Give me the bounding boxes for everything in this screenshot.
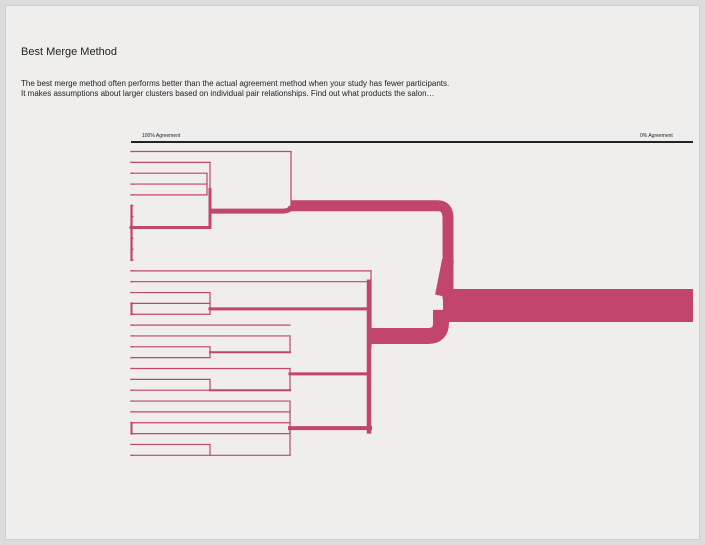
description-line-2: It makes assumptions about larger clusters based on individual pair relationships. Find out what products the salon… (21, 89, 435, 98)
tree-branch (210, 206, 291, 211)
root-branch (443, 289, 693, 322)
tree-branch (369, 310, 441, 336)
axis-label-no-agreement: 0% Agreement (640, 133, 673, 139)
page-title: Best Merge Method (21, 46, 117, 58)
description-line-1: The best merge method often performs better than the actual agreement method when your study has fewer participants. (21, 79, 450, 88)
axis-label-full-agreement: 100% Agreement (142, 133, 181, 139)
